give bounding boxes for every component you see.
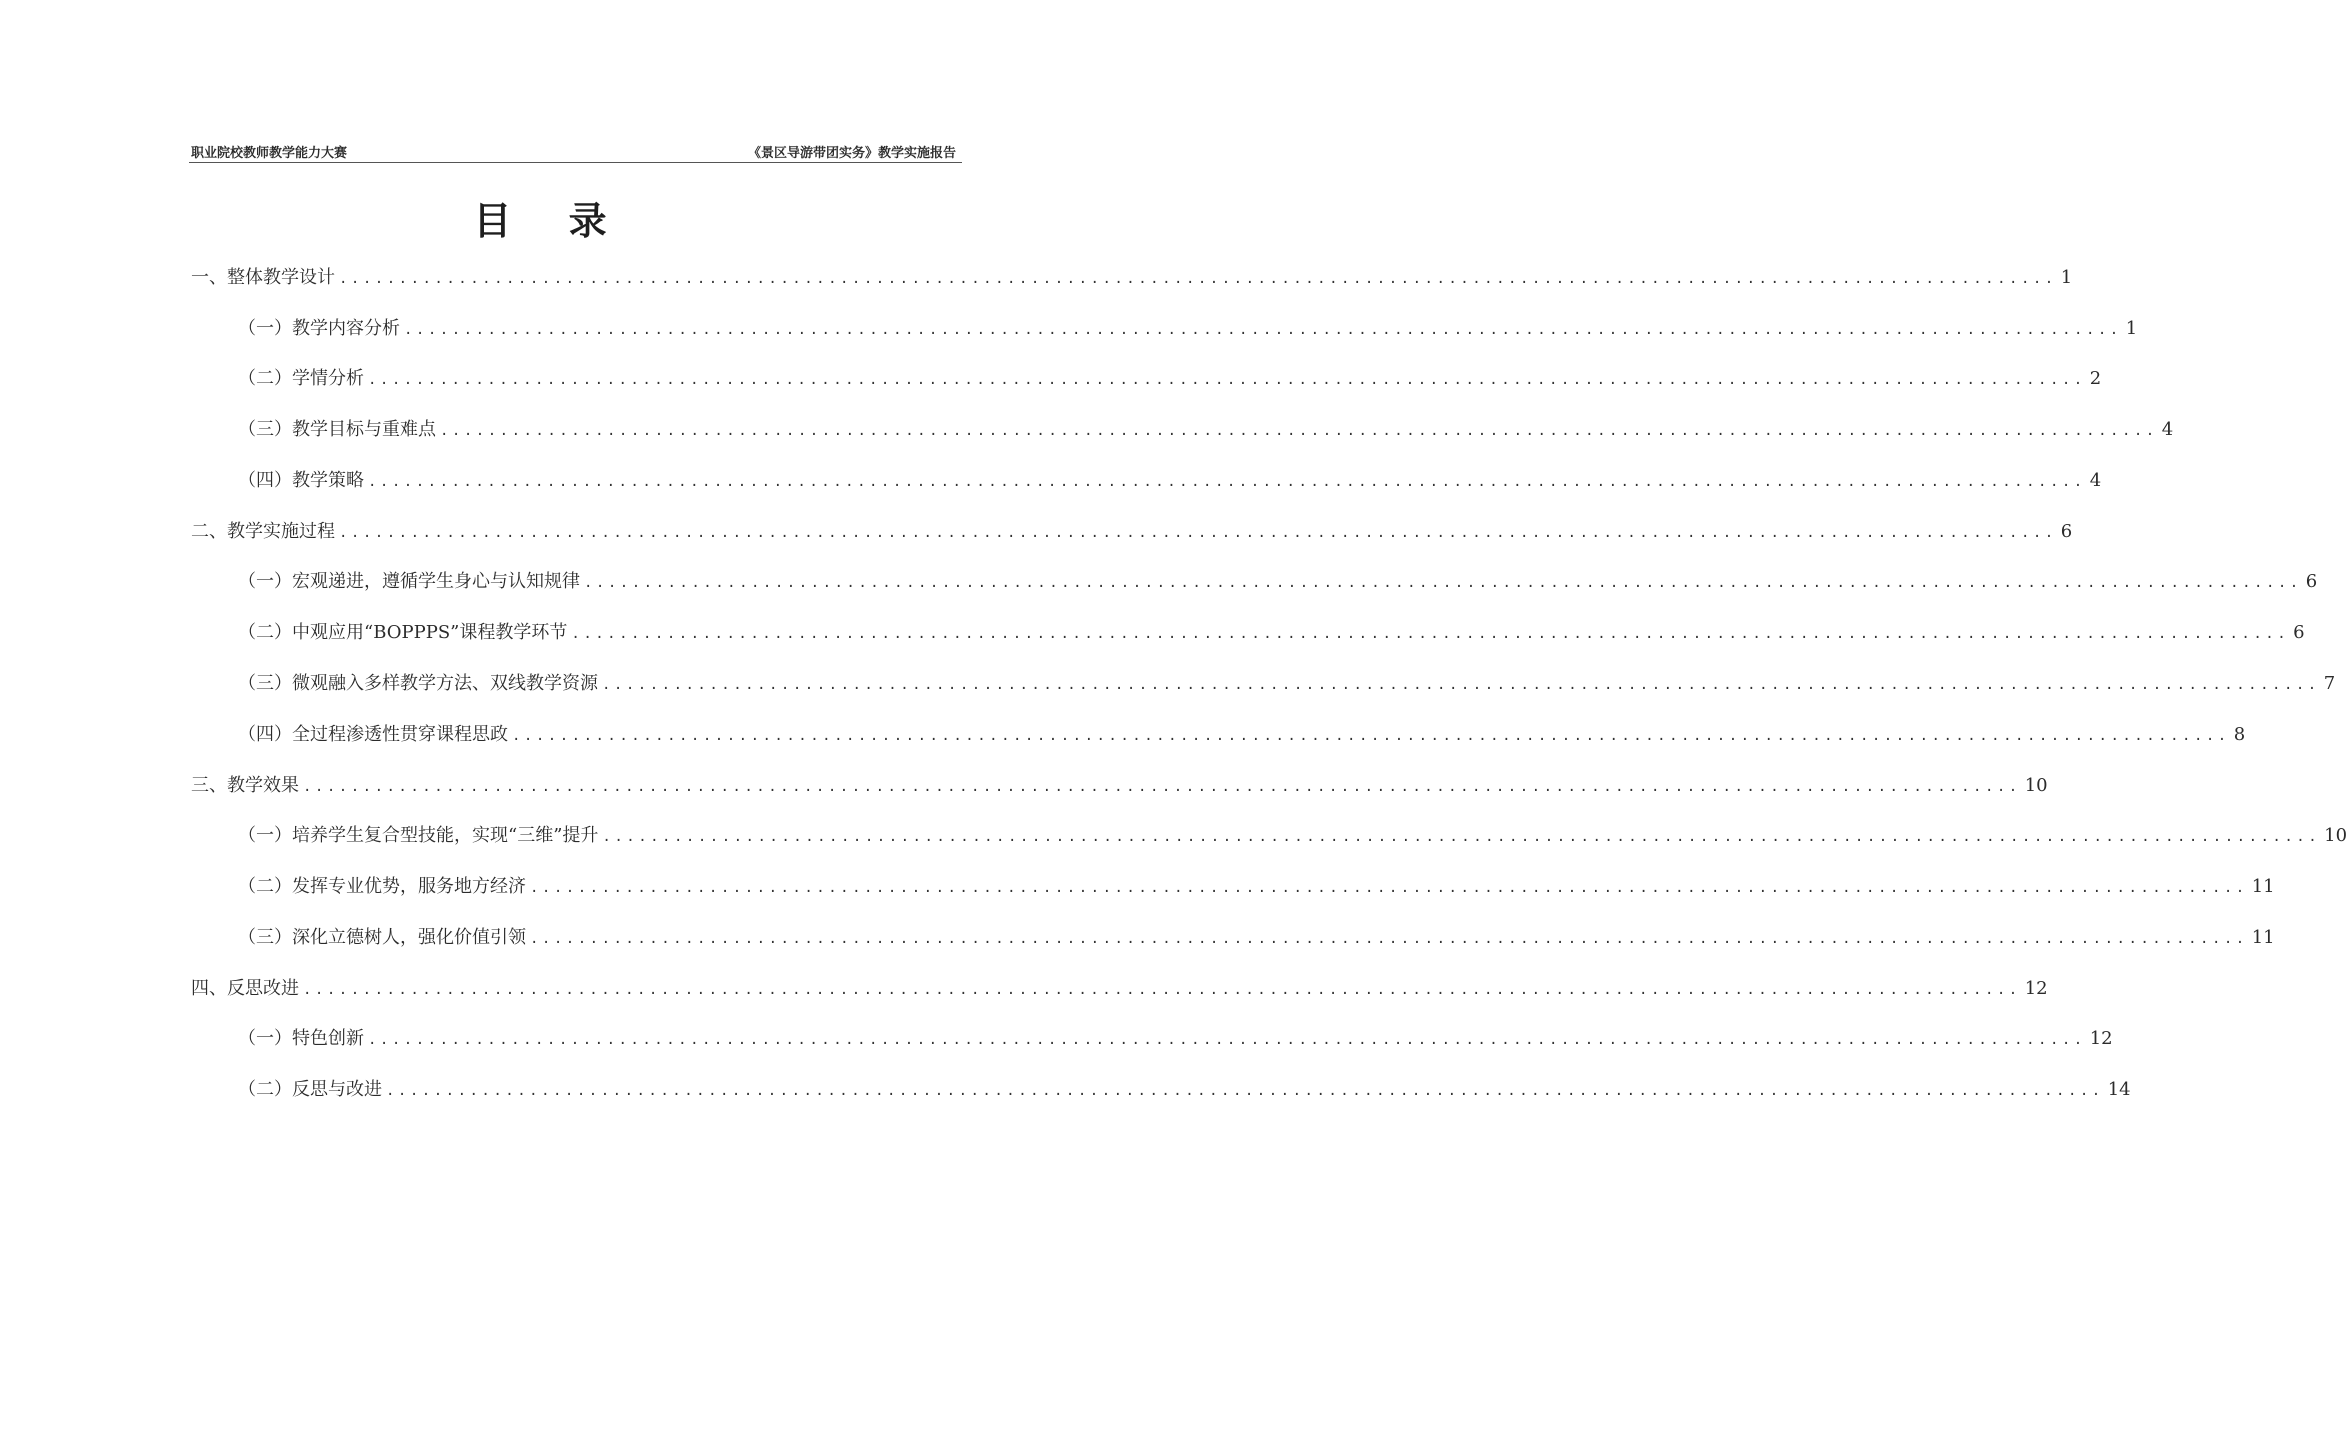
toc-entry-label: （二）学情分析 — [238, 368, 364, 389]
toc-leader-dots: ................................................................................................................................................ — [440, 423, 2158, 439]
toc-entry[interactable] — [191, 519, 2073, 545]
toc-entry-page: 12 — [2089, 1028, 2113, 1049]
toc-entry-label: （三）微观融入多样教学方法、双线教学资源 — [238, 673, 598, 694]
toc-entry-label: （一）特色创新 — [238, 1028, 364, 1049]
toc-entry[interactable] — [238, 366, 2102, 392]
toc-entry[interactable] — [191, 773, 2048, 799]
toc-leader-dots: ................................................................................................................................................ — [584, 575, 2302, 591]
toc-entry-label: （二）反思与改进 — [238, 1079, 382, 1100]
toc-entry-page: 7 — [2323, 673, 2336, 694]
toc-entry-page: 6 — [2305, 571, 2318, 592]
toc-entry-label: （四）教学策略 — [238, 470, 364, 491]
toc-entry[interactable] — [238, 1077, 2131, 1103]
toc-entry-label: （一）教学内容分析 — [238, 318, 400, 339]
toc-entry[interactable] — [238, 468, 2102, 494]
toc-entry[interactable] — [238, 874, 2275, 900]
toc-entry-page: 6 — [2060, 521, 2073, 542]
toc-leader-dots: ................................................................................................................................................ — [368, 474, 2086, 490]
toc-entry[interactable] — [238, 925, 2275, 951]
toc-entry-page: 4 — [2161, 419, 2174, 440]
toc-entry-label: （三）深化立德树人，强化价值引领 — [238, 927, 526, 948]
toc-entry[interactable] — [191, 976, 2048, 1002]
toc-entry-label: 三、教学效果 — [191, 775, 299, 796]
header-right-text: 《景区导游带团实务》教学实施报告 — [747, 146, 956, 161]
toc-entry[interactable] — [238, 316, 2138, 342]
toc-entry-label: 一、整体教学设计 — [191, 267, 335, 288]
toc-entry-page: 10 — [2324, 825, 2347, 846]
toc-leader-dots: ................................................................................................................................................ — [339, 271, 2057, 287]
toc-leader-dots: ................................................................................................................................................ — [530, 880, 2248, 896]
toc-entry-label: （一）培养学生复合型技能，实现“三维”提升 — [238, 825, 599, 846]
toc-leader-dots: ................................................................................................................................................ — [303, 779, 2021, 795]
toc-leader-dots: ................................................................................................................................................ — [368, 372, 2086, 388]
toc-leader-dots: ................................................................................................................................................ — [602, 677, 2320, 693]
toc-entry-page: 14 — [2107, 1079, 2131, 1100]
toc-entry-label: 二、教学实施过程 — [191, 521, 335, 542]
toc-entry[interactable] — [238, 417, 2174, 443]
header-left-text: 职业院校教师教学能力大赛 — [191, 146, 348, 161]
toc-leader-dots: ................................................................................................................................................ — [602, 829, 2321, 845]
toc-entry-label: （二）发挥专业优势，服务地方经济 — [238, 876, 526, 897]
toc-entry-page: 1 — [2060, 267, 2073, 288]
toc-entry[interactable] — [238, 722, 2246, 748]
toc-entry[interactable] — [238, 671, 2336, 697]
toc-leader-dots: ................................................................................................................................................ — [339, 525, 2057, 541]
toc-entry-page: 1 — [2125, 318, 2138, 339]
toc-entry[interactable] — [238, 823, 2347, 849]
toc-entry-label: （二）中观应用“BOPPPS”课程教学环节 — [238, 622, 568, 643]
toc-entry[interactable] — [238, 1026, 2113, 1052]
toc-entry[interactable] — [238, 620, 2305, 646]
toc-entry-page: 11 — [2251, 927, 2275, 948]
toc-entry[interactable] — [238, 569, 2318, 595]
toc-leader-dots: ................................................................................................................................................ — [530, 931, 2248, 947]
toc-leader-dots: ................................................................................................................................................ — [303, 982, 2021, 998]
toc-leader-dots: ................................................................................................................................................ — [512, 728, 2230, 744]
toc-entry-page: 4 — [2089, 470, 2102, 491]
toc-leader-dots: ................................................................................................................................................ — [368, 1032, 2086, 1048]
toc-entry-page: 12 — [2024, 978, 2048, 999]
toc-entry-page: 8 — [2233, 724, 2246, 745]
toc-entry-page: 10 — [2024, 775, 2048, 796]
toc-leader-dots: ................................................................................................................................................ — [386, 1083, 2104, 1099]
toc-entry[interactable] — [191, 265, 2073, 291]
page-title: 目 录 — [473, 198, 629, 243]
toc-leader-dots: ................................................................................................................................................ — [571, 626, 2290, 642]
toc-entry-label: （四）全过程渗透性贯穿课程思政 — [238, 724, 508, 745]
toc-entry-page: 6 — [2293, 622, 2305, 643]
toc-leader-dots: ................................................................................................................................................ — [404, 322, 2122, 338]
toc-entry-page: 11 — [2251, 876, 2275, 897]
toc-entry-page: 2 — [2089, 368, 2102, 389]
toc-entry-label: 四、反思改进 — [191, 978, 299, 999]
toc-entry-label: （三）教学目标与重难点 — [238, 419, 436, 440]
toc-entry-label: （一）宏观递进，遵循学生身心与认知规律 — [238, 571, 580, 592]
